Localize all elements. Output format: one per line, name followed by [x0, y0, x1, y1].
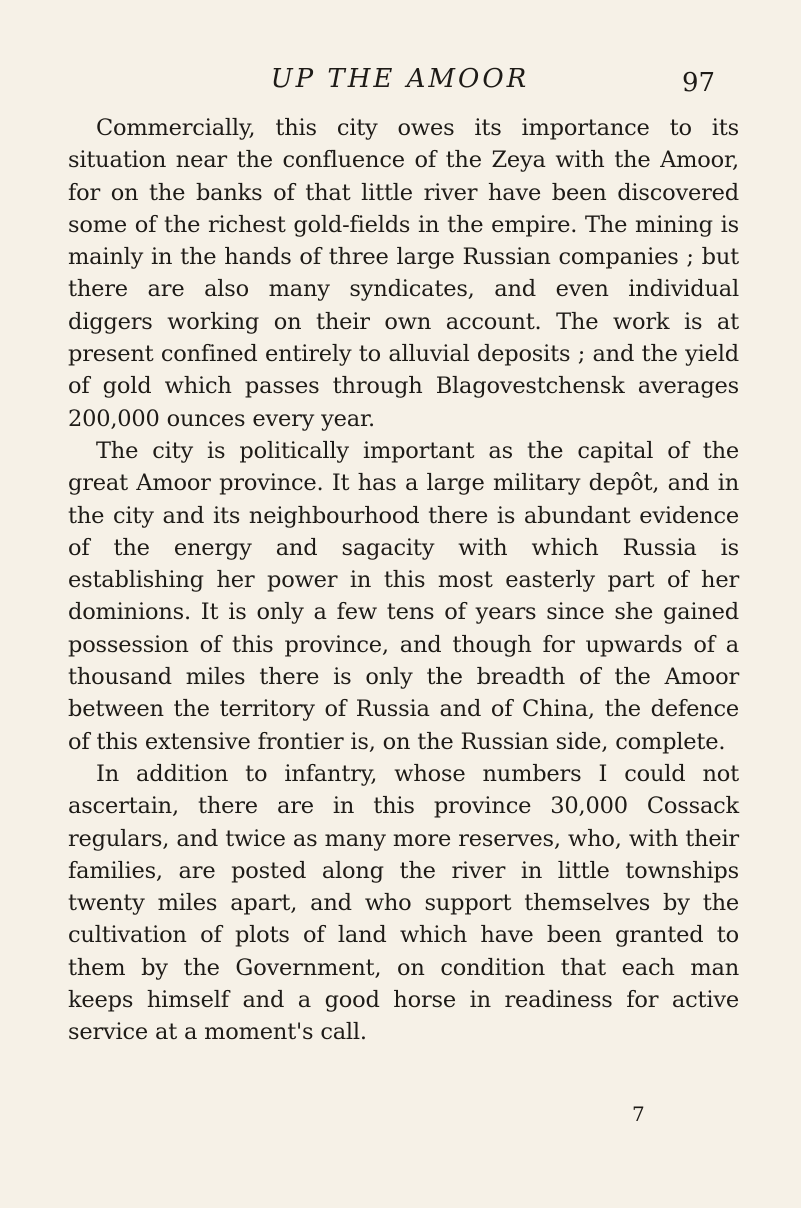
signature-mark: 7	[632, 1102, 645, 1126]
paragraph-commerce: Commercially, this city owes its importance to its situation near the confluence of the Zeya with the Amoor, for on the banks of that little river have been discovered some of the richest gold-fields in the empire. The mining is mainly in the hands of three large Russian companies ; but there are also many syndicates, and even individual diggers working on their own account. The work is at present confined entirely to alluvial deposits ; and the yield of gold which passes through Blagovestchensk averages 200,000 ounces every year.	[68, 115, 739, 432]
running-title: UP THE AMOOR	[270, 64, 530, 94]
body-text	[68, 112, 739, 1049]
running-head	[0, 64, 801, 100]
paragraph-politics: The city is politically important as the capital of the great Amoor province. It has a large military depôt, and in the city and its neighbourhood there is abundant evidence of the energy and sagacity with which Russia is establishing her power in this most easterly part of her dominions. It is only a few tens of years since she gained possession of this province, and though for upwards of a thousand miles there is only the breadth of the Amoor between the territory of Russia and of China, the defence of this extensive frontier is, on the Russian side, complete.	[68, 437, 739, 755]
page-number: 97	[682, 68, 716, 98]
paragraph-military: In addition to infantry, whose numbers I could not ascertain, there are in this province 30,000 Cossack regulars, and twice as many more reserves, who, with their families, are posted along the river in little townships twenty miles apart, and who support themselves by the cultivation of plots of land which have been granted to them by the Government, on condition that each man keeps himself and a good horse in readiness for active service at a moment's call.	[68, 760, 739, 1046]
